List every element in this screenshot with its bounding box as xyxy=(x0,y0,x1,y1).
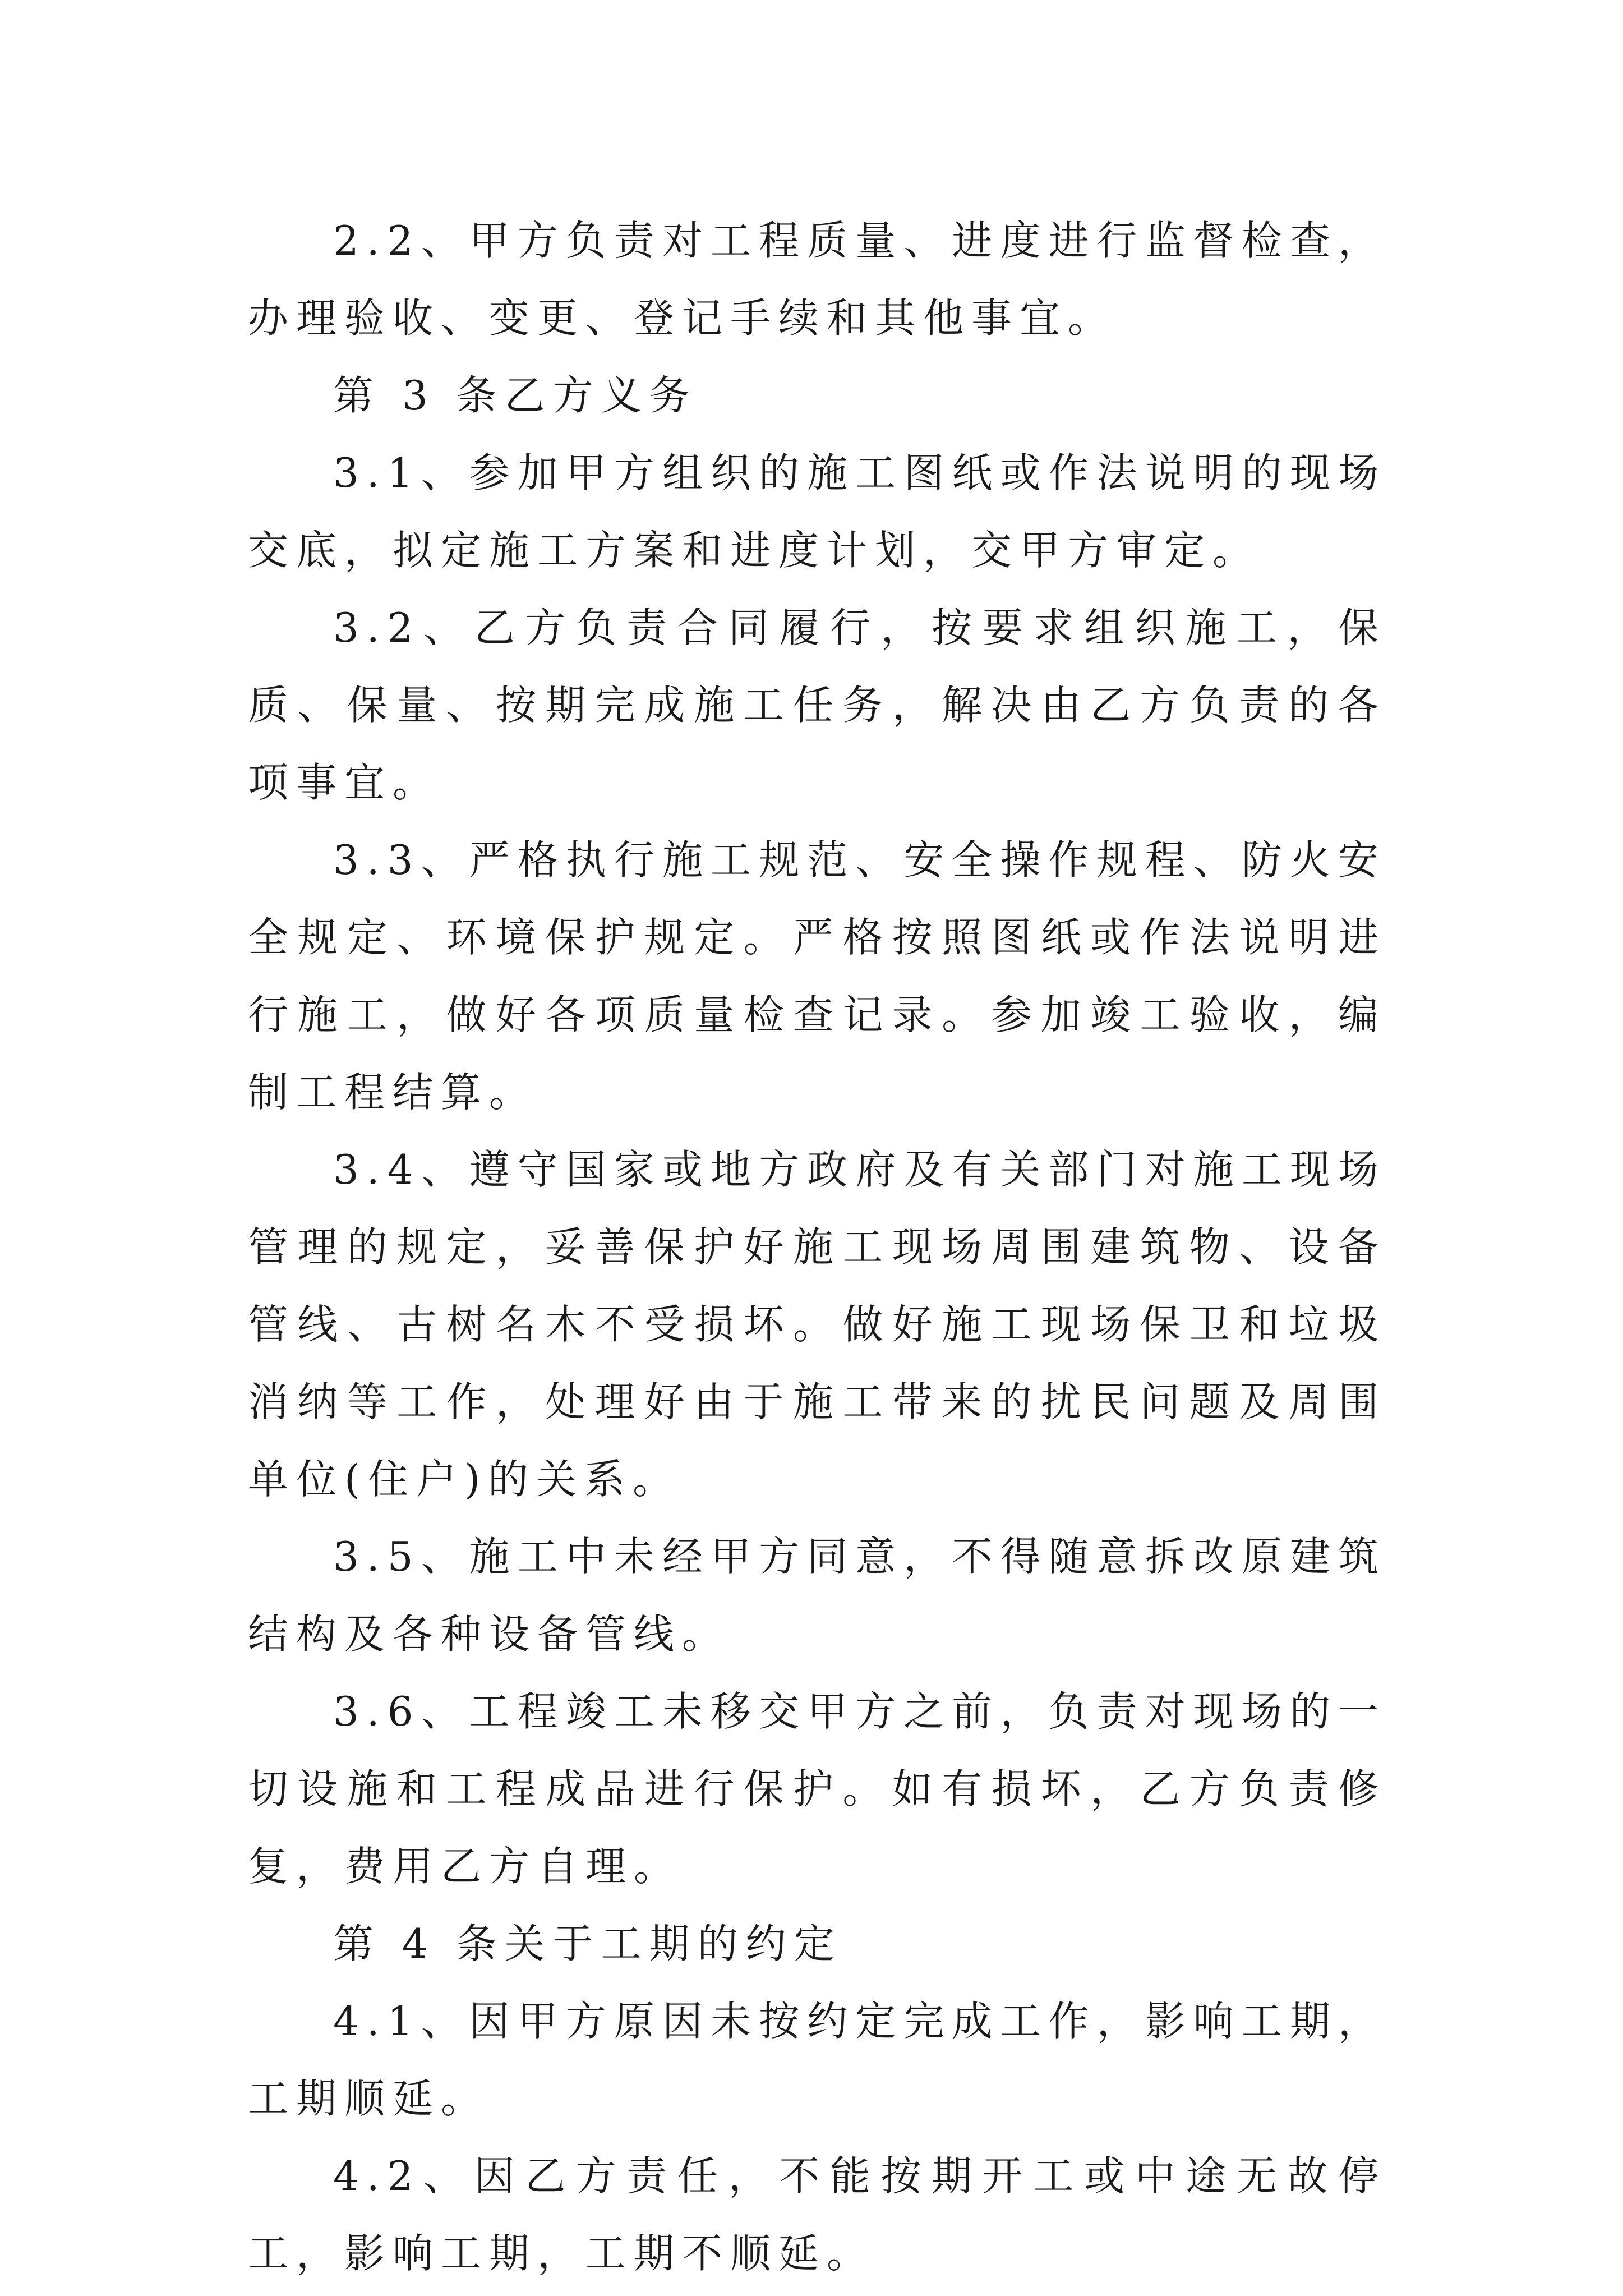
article-4-heading: 第 4 条关于工期的约定 xyxy=(333,1920,842,1967)
clause-3-1: 3.1、参加甲方组织的施工图纸或作法说明的现场交底，拟定施工方案和进度计划，交甲方审定。 xyxy=(248,449,1386,574)
clause-2-2: 2.2、甲方负责对工程质量、进度进行监督检查，办理验收、变更、登记手续和其他事宜。 xyxy=(248,217,1386,342)
clause-3-2: 3.2、乙方负责合同履行，按要求组织施工，保质、保量、按期完成施工任务，解决由乙方负责的各项事宜。 xyxy=(248,604,1386,806)
clause-4-2: 4.2、因乙方责任，不能按期开工或中途无故停工，影响工期，工期不顺延。 xyxy=(248,2152,1386,2277)
clause-3-3: 3.3、严格执行施工规范、安全操作规程、防火安全规定、环境保护规定。严格按照图纸或作法说明进行施工，做好各项质量检查记录。参加竣工验收，编制工程结算。 xyxy=(248,836,1386,1116)
clause-4-1: 4.1、因甲方原因未按约定完成工作，影响工期，工期顺延。 xyxy=(248,1998,1386,2122)
document-body xyxy=(248,202,1386,2292)
clause-3-5: 3.5、施工中未经甲方同意，不得随意拆改原建筑结构及各种设备管线。 xyxy=(248,1533,1386,1658)
article-3-heading: 第 3 条乙方义务 xyxy=(333,372,698,419)
clause-3-4: 3.4、遵守国家或地方政府及有关部门对施工现场管理的规定，妥善保护好施工现场周围建筑物、设备管线、古树名木不受损坏。做好施工现场保卫和垃圾消纳等工作，处理好由于施工带来的扰民问题及周围单位(住户)的关系。 xyxy=(248,1146,1386,1503)
clause-3-6: 3.6、工程竣工未移交甲方之前，负责对现场的一切设施和工程成品进行保护。如有损坏，乙方负责修复，费用乙方自理。 xyxy=(248,1688,1386,1890)
